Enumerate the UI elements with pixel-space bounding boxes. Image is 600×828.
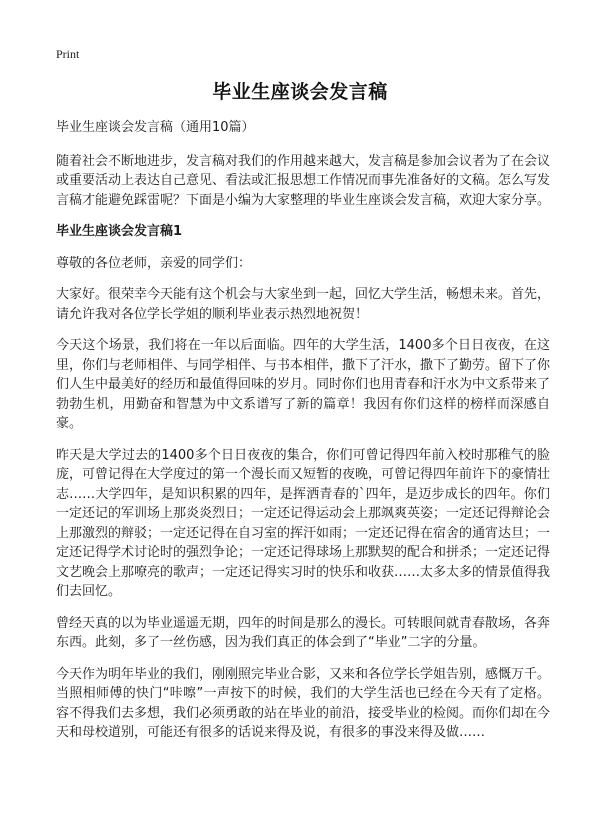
document-title: 毕业生座谈会发言稿 [212, 81, 388, 103]
body-paragraph: 曾经天真的以为毕业遥遥无期，四年的时间是那么的漫长。可转眼间就青春散场，各奔东西。此刻，多了一丝伤感，因为我们真正的体会到了“毕业”二字的分量。 [56, 615, 551, 650]
section-heading: 毕业生座谈会发言稿1 [56, 224, 183, 239]
body-paragraph: 大家好。很荣幸今天能有这个机会与大家坐到一起，回忆大学生活，畅想未来。首先，请允许我对各位学长学姐的顺利毕业表示热烈地祝贺！ [56, 287, 551, 322]
print-link[interactable]: Print [56, 47, 80, 61]
intro-paragraph: 随着社会不断地进步，发言稿对我们的作用越来越大，发言稿是参加会议者为了在会议或重要活动上表达自己意见、看法或汇报思想工作情况而事先准备好的文稿。怎么写发言稿才能避免踩雷呢？下面是小编为大家整理的毕业生座谈会发言稿，欢迎大家分享。 [56, 153, 551, 208]
salutation-paragraph: 尊敬的各位老师，亲爱的同学们： [56, 255, 252, 271]
document-body [56, 118, 550, 755]
body-paragraph: 今天这个场景，我们将在一年以后面临。四年的大学生活，1400多个日日夜夜，在这里，你们与老师相伴、与同学相伴、与书本相伴，撒下了汗水，撒下了勤劳。留下了你们人生中最美好的经历和最值得回味的岁月。同时你们也用青春和汗水为中文系带来了勃勃生机，用勤奋和智慧为中文系谱写了新的篇章！我因有你们这样的榜样而深感自豪。 [56, 338, 551, 431]
body-paragraph: 今天作为明年毕业的我们，刚刚照完毕业合影，又来和各位学长学姐告别，感慨万千。当照相师傅的快门“咔嚓”一声按下的时候，我们的大学生活也已经在今天有了定格。容不得我们去多想，我们必须勇敢的站在毕业的前沿，接受毕业的检阅。而你们却在今天和母校道别，可能还有很多的话说来得及说，有很多的事没来得及做…… [56, 666, 551, 740]
document-subtitle: 毕业生座谈会发言稿（通用10篇） [56, 120, 255, 135]
body-paragraph: 昨天是大学过去的1400多个日日夜夜的集合，你们可曾记得四年前入校时那稚气的脸庞，可曾记得在大学度过的第一个漫长而又短暂的夜晚，可曾记得四年前许下的豪情壮志……大学四年，是知识积累的四年，是挥洒青春的`四年，是迈步成长的四年。你们一定还记的军训场上那炎炎烈日；一定还记得运动会上那飒爽英姿；一定还记得辩论会上那激烈的辩驳；一定还记得在自习室的挥汗如雨；一定还记得在宿舍的通宵达旦；一定还记得学术讨论时的强烈争论；一定还记得球场上那默契的配合和拼杀；一定还记得文艺晚会上那嘹亮的歌声；一定还记得实习时的快乐和收获……太多太多的情景值得我们去回忆。 [56, 447, 551, 599]
